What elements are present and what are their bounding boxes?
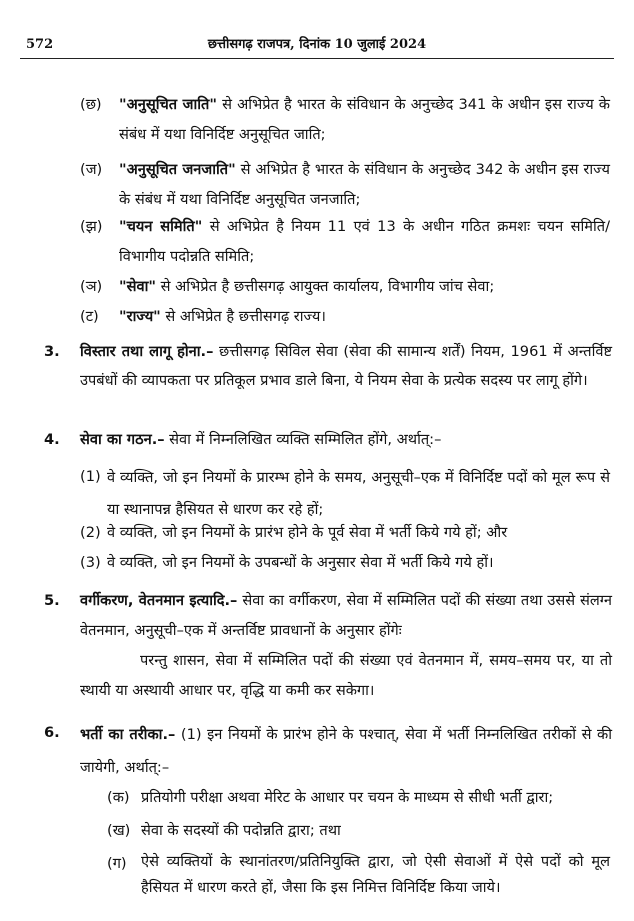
definition-marker: (ट) (80, 308, 99, 325)
definition-item (119, 212, 610, 272)
definition-term: "सेवा" (119, 278, 156, 295)
list-marker: (2) (80, 524, 101, 541)
section-number: 5. (44, 592, 60, 609)
definition-term: "चयन समिति" (119, 218, 203, 235)
definition-term: "राज्य" (119, 308, 161, 325)
definition-marker: (झ) (80, 218, 103, 235)
section-text: सेवा का वर्गीकरण, सेवा में सम्मिलित पदों की संख्या तथा उससे संलग्न वेतनमान, अनुसूची–एक में अन्तर्विष्ट प्रावधानों के अनुसार होंगेः (80, 592, 612, 639)
section-number: 4. (44, 431, 60, 448)
section-3-paragraph (80, 337, 612, 395)
list-marker: (3) (80, 554, 101, 571)
definition-text: से अभिप्रेत है भारत के संविधान के अनुच्छेद 341 के अधीन इस राज्य के संबंध में यथा विनिर्दिष्ट अनुसूचित जाति; (119, 96, 610, 143)
page-number: 572 (26, 37, 54, 52)
definition-item (119, 155, 610, 215)
definition-marker: (ज) (80, 161, 103, 178)
header-rule (20, 58, 614, 59)
list-marker: (क) (107, 789, 130, 806)
definition-text: से अभिप्रेत है छत्तीसगढ़ आयुक्त कार्यालय, विभागीय जांच सेवा; (155, 278, 495, 295)
list-item: प्रतियोगी परीक्षा अथवा मेरिट के आधार पर चयन के माध्यम से सीधी भर्ती द्वारा; (141, 789, 554, 806)
section-text: सेवा में निम्नलिखित व्यक्ति सम्मिलित होंगे, अर्थात्:– (164, 431, 442, 448)
section-number: 6. (44, 724, 60, 741)
section-6-paragraph (80, 718, 612, 784)
definition-item (119, 90, 610, 150)
section-text: छत्तीसगढ़ सिविल सेवा (सेवा की सामान्य शर्तें) नियम, 1961 में अन्तर्विष्ट उपबंधों की व्यापकता पर प्रतिकूल प्रभाव डाले बिना, ये नियम सेवा के प्रत्येक सदस्य पर लागू होंगे। (80, 343, 612, 389)
gazette-title: छत्तीसगढ़ राजपत्र, दिनांक 10 जुलाई 2024 (207, 37, 427, 52)
list-item: सेवा के सदस्यों की पदोन्नति द्वारा; तथा (141, 822, 341, 839)
definition-item (119, 272, 610, 302)
definition-text: से अभिप्रेत है भारत के संविधान के अनुच्छेद 342 के अधीन इस राज्य के संबंध में यथा विनिर्दिष्ट अनुसूचित जनजाति; (119, 161, 610, 208)
list-item: वे व्यक्ति, जो इन नियमों के प्रारम्भ होने के समय, अनुसूची–एक में विनिर्दिष्ट पदों को मूल रूप से या स्थानापन्न हैसियत से धारण कर रहे हों; (107, 469, 610, 518)
definition-marker: (ञ) (80, 278, 103, 295)
definition-term: "अनुसूचित जनजाति" (119, 161, 236, 178)
section-number: 3. (44, 343, 60, 360)
list-marker: (ख) (107, 822, 131, 839)
list-marker: (1) (80, 468, 101, 485)
definition-marker: (छ) (80, 96, 102, 113)
list-item: वे व्यक्ति, जो इन नियमों के प्रारंभ होने के पूर्व सेवा में भर्ती किये गये हों; और (107, 524, 508, 541)
list-marker: (ग) (107, 855, 127, 872)
section-text: (1) इन नियमों के प्रारंभ होने के पश्चात्, सेवा में भर्ती निम्नलिखित तरीकों से की जायेगी, अर्थात्:– (80, 726, 612, 776)
section-heading: विस्तार तथा लागू होना.– (80, 343, 214, 360)
definition-term: "अनुसूचित जाति" (119, 96, 217, 113)
proviso-paragraph: परन्तु शासन, सेवा में सम्मिलित पदों की संख्या एवं वेतनमान में, समय–समय पर, या तो स्थायी या अस्थायी आधार पर, वृद्धि या कमी कर सकेगा। (80, 652, 612, 699)
definition-text: से अभिप्रेत है नियम 11 एवं 13 के अधीन गठित क्रमशः चयन समिति/विभागीय पदोन्नति समिति; (119, 218, 610, 265)
section-heading: वर्गीकरण, वेतनमान इत्यादि.– (80, 592, 238, 609)
section-heading: सेवा का गठन.– (80, 431, 165, 448)
section-4-paragraph (80, 425, 612, 455)
section-heading: भर्ती का तरीका.– (80, 726, 176, 743)
list-item: ऐसे व्यक्तियों के स्थानांतरण/प्रतिनियुक्ति द्वारा, जो ऐसी सेवाओं में ऐसे पदों को मूल हैसियत में धारण करते हों, जैसा कि इस निमित्त विनिर्दिष्ट किया जाये। (141, 853, 610, 896)
definition-item (119, 302, 610, 332)
section-5-paragraph (80, 586, 612, 646)
list-item: वे व्यक्ति, जो इन नियमों के उपबन्धों के अनुसार सेवा में भर्ती किये गये हों। (107, 554, 494, 571)
definition-text: से अभिप्रेत है छत्तीसगढ़ राज्य। (160, 308, 326, 325)
